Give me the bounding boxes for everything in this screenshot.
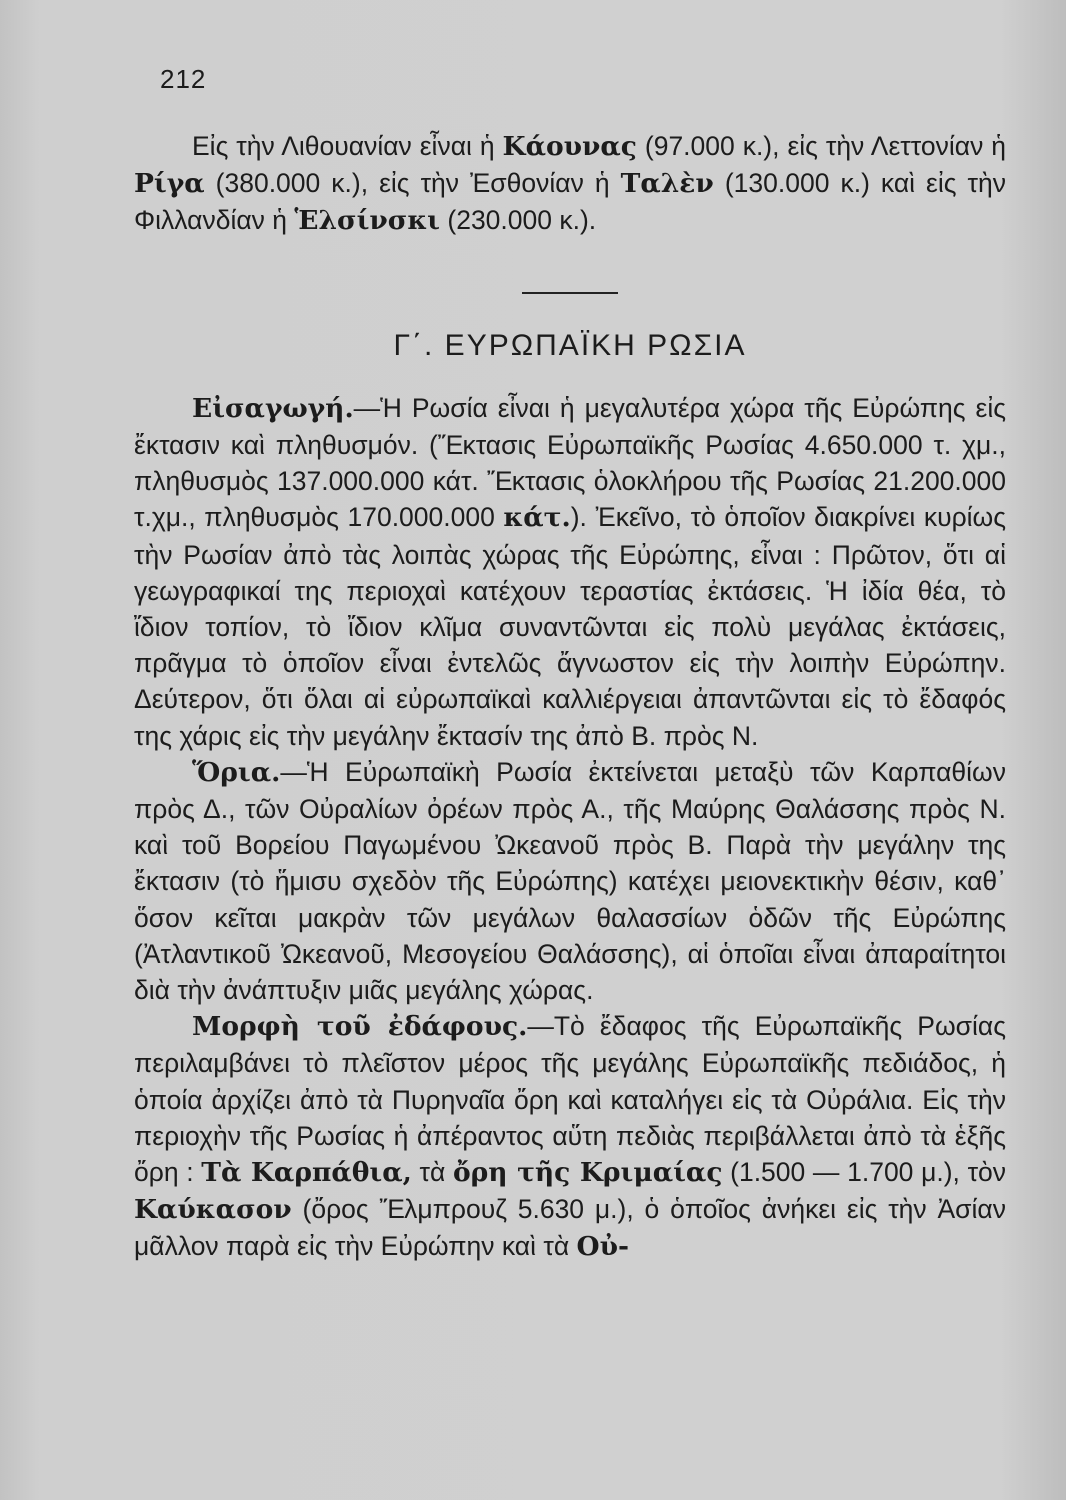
section-divider — [522, 292, 618, 294]
terrain-lead: Μορφὴ τοῦ ἐδάφους. — [192, 1011, 528, 1043]
introduction-bold-abbrev: κάτ. — [503, 502, 571, 534]
terrain-urals-fragment: Οὐ- — [576, 1231, 630, 1263]
terrain-text-2: τὰ — [411, 1157, 453, 1188]
terrain-text-4: (ὄρος Ἔλμπρουζ 5.630 μ.), ὁ ὁποῖος ἀνήκει εἰς τὴν Ἀσίαν μᾶλλον παρὰ εἰς τὴν Εὐρώπην καὶ τὰ — [134, 1194, 1006, 1262]
intro-city-riga: Ρίγα — [134, 168, 205, 200]
page-number: 212 — [160, 64, 207, 94]
intro-city-helsinki: Ἑλσίνσκι — [294, 205, 441, 237]
introduction-text: —Ἡ Ρωσία εἶναι ἡ μεγαλυτέρα χώρα τῆς Εὐρώπης εἰς ἔκτασιν καὶ πληθυσμόν. (Ἔκτασις Εὐρωπαϊκῆς Ρωσίας 4.650.000 τ. χμ., πληθυσμὸς 137.000.000 κάτ. Ἔκτασις ὁλοκλήρου τῆς Ρωσίας 21.200.000 τ.χμ., πληθυσμὸς 170.000.000 — [134, 392, 1006, 533]
borders-text: —Ἡ Εὐρωπαϊκὴ Ρωσία ἐκτείνεται μεταξὺ τῶν Καρπαθίων πρὸς Δ., τῶν Οὐραλίων ὀρέων πρὸς Α., τῆς Μαύρης Θαλάσσης πρὸς Ν. καὶ τοῦ Βορείου Παγωμένου Ὠκεανοῦ πρὸς Β. Παρὰ τὴν μεγάλην της ἔκτασιν (τὸ ἥμισυ σχεδὸν τῆς Εὐρώπης) κατέχει μειονεκτικὴν θέσιν, καθ᾿ ὅσον κεῖται μακρὰν τῶν μεγάλων θαλασσίων ὁδῶν τῆς Εὐρώπης (Ἀτλαντικοῦ Ὠκεανοῦ, Μεσογείου Θαλάσσης), αἱ ὁποῖαι εἶναι ἀπαραίτητοι διὰ τὴν ἀνάπτυξιν μιᾶς μεγάλης χώρας. — [134, 756, 1006, 1006]
terrain-crimea-mountains: ὄρη τῆς Κριμαίας — [452, 1157, 723, 1189]
page-body — [134, 128, 1006, 1266]
section-heading: Γ΄. ΕΥΡΩΠΑΪΚΗ ΡΩΣΙΑ — [393, 328, 747, 362]
terrain-text-3: (1.500 — 1.700 μ.), τὸν — [722, 1157, 1007, 1188]
terrain-text-1: —Τὸ ἔδαφος τῆς Εὐρωπαϊκῆς Ρωσίας περιλαμβάνει τὸ πλεῖστον μέρος τῆς μεγάλης Εὐρωπαϊκῆς πεδιάδος, ἡ ὁποία ἀρχίζει ἀπὸ τὰ Πυρηναῖα ὄρη καὶ καταλήγει εἰς τὰ Οὐράλια. Εἰς τὴν περιοχὴν τῆς Ρωσίας ἡ ἀπέραντος αὕτη πεδιὰς περιβάλλεται ἀπὸ τὰ ἑξῆς ὄρη : — [134, 1011, 1006, 1188]
intro-text-2: (97.000 κ.), εἰς τὴν Λεττονίαν ἡ — [636, 131, 1006, 161]
intro-city-tallinn: Ταλὲν — [620, 168, 714, 200]
terrain-paragraph — [134, 1008, 1006, 1265]
terrain-caucasus: Καύκασον — [134, 1194, 292, 1226]
borders-lead: Ὅρια. — [192, 756, 281, 788]
intro-text-4: (130.000 κ.) καὶ εἰς τὴν Φιλλανδίαν ἡ — [134, 168, 1006, 236]
introduction-lead: Εἰσαγωγή. — [192, 392, 354, 424]
intro-text-3: (380.000 κ.), εἰς τὴν Ἐσθονίαν ἡ — [204, 168, 621, 199]
intro-paragraph — [134, 128, 1006, 240]
intro-text-1: Εἰς τὴν Λιθουανίαν εἶναι ἡ — [192, 131, 503, 161]
intro-text-5: (230.000 κ.). — [440, 205, 597, 236]
introduction-paragraph — [134, 390, 1006, 754]
introduction-text-2: ). Ἐκεῖνο, τὸ ὁποῖον διακρίνει κυρίως τὴν Ρωσίαν ἀπὸ τὰς λοιπὰς χώρας τῆς Εὐρώπης, εἶναι : Πρῶτον, ὅτι αἱ γεωγραφικαί της περιοχαὶ κατέχουν τεραστίας ἐκτάσεις. Ἡ ἰδία θέα, τὸ ἴδιον τοπίον, τὸ ἴδιον κλῖμα συναντῶνται εἰς πολὺ μεγάλας ἐκτάσεις, πρᾶγμα τὸ ὁποῖον εἶναι ἐντελῶς ἄγνωστον εἰς τὴν λοιπὴν Εὐρώπην. Δεύτερον, ὅτι ὅλαι αἱ εὐρωπαϊκαὶ καλλιέργειαι ἀπαντῶνται εἰς τὸ ἔδαφός της χάρις εἰς τὴν μεγάλην ἔκτασίν της ἀπὸ Β. πρὸς Ν. — [134, 502, 1006, 751]
terrain-carpathians: Τὰ Καρπάθια, — [201, 1157, 412, 1189]
borders-paragraph — [134, 754, 1006, 1008]
intro-city-kaunas: Κάουνας — [502, 131, 637, 162]
